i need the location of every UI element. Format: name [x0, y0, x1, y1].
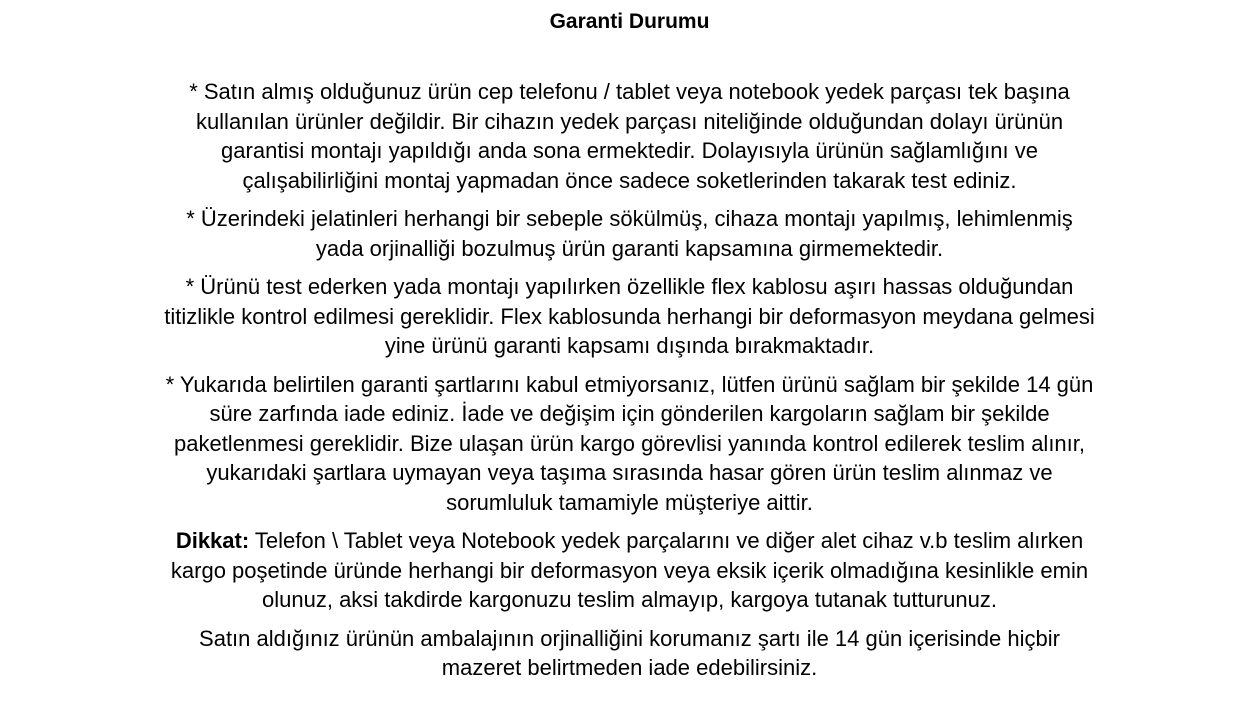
warranty-paragraph-attention [40, 526, 1219, 615]
text-line: yine ürünü garanti kapsamı dışında bırakmaktadır. [384, 333, 875, 358]
attention-label: Dikkat: [175, 528, 250, 553]
text-line: kullanılan ürünler değildir. Bir cihazın yedek parçası niteliğinde olduğundan dolayı ürünün [195, 108, 1064, 134]
attention-text: Telefon \ Tablet veya Notebook yedek parçalarını ve diğer alet cihaz v.b teslim alırken [249, 528, 1084, 553]
warranty-paragraph-return-conditions [40, 370, 1219, 518]
text-line: çalışabilirliğini montaj yapmadan önce sadece soketlerinden takarak test ediniz. [242, 167, 1017, 193]
text-line: * Ürünü test ederken yada montajı yapılırken özellikle flex kablosu aşırı hassas olduğundan [185, 274, 1074, 299]
text-line: yada orjinalliği bozulmuş ürün garanti kapsamına girmemektedir. [315, 235, 944, 261]
text-line: paketlenmesi gereklidir. Bize ulaşan ürün kargo görevlisi yanında kontrol edilerek teslim alınır, [173, 430, 1086, 456]
text-line: Satın aldığınız ürünün ambalajının orjinalliğini korumanız şartı ile 14 gün içerisinde hiçbir [199, 625, 1060, 651]
text-line: * Satın almış olduğunuz ürün cep telefonu / tablet veya notebook yedek parçası tek başına [189, 79, 1070, 104]
page-title: Garanti Durumu [549, 10, 710, 33]
text-line: kargo poşetinde üründe herhangi bir deformasyon veya eksik içerik olmadığına kesinlikle emin [170, 557, 1089, 583]
text-line: yukarıdaki şartlara uymayan veya taşıma sırasında hasar gören ürün teslim alınmaz ve [206, 460, 1053, 485]
text-line: mazeret belirtmeden iade edebilirsiniz. [441, 655, 818, 680]
warranty-paragraph-flex-cable [40, 272, 1219, 361]
text-line: olunuz, aksi takdirde kargonuzu teslim almayıp, kargoya tutanak tutturunuz. [262, 587, 997, 612]
warranty-paragraph-packaging [40, 624, 1219, 683]
text-line: * Yukarıda belirtilen garanti şartlarını kabul etmiyorsanız, lütfen ürünü sağlam bir şekilde 14 gün [165, 371, 1094, 397]
text-line: süre zarfında iade ediniz. İade ve değişim için gönderilen kargoların sağlam bir şekilde [209, 401, 1050, 426]
text-line: sorumluluk tamamiyle müşteriye aittir. [446, 489, 813, 515]
text-line [40, 526, 1219, 556]
warranty-paragraph-spare-part [40, 77, 1219, 195]
warranty-paragraph-jelatin [40, 204, 1219, 263]
text-line: * Üzerindeki jelatinleri herhangi bir sebeple sökülmüş, cihaza montajı yapılmış, lehimlenmiş [186, 206, 1073, 231]
text-line: titizlikle kontrol edilmesi gereklidir. Flex kablosunda herhangi bir deformasyon meydana gelmesi [164, 303, 1095, 329]
warranty-text-body [40, 77, 1219, 692]
text-line: garantisi montajı yapıldığı anda sona ermektedir. Dolayısıyla ürünün sağlamlığını ve [221, 138, 1038, 163]
